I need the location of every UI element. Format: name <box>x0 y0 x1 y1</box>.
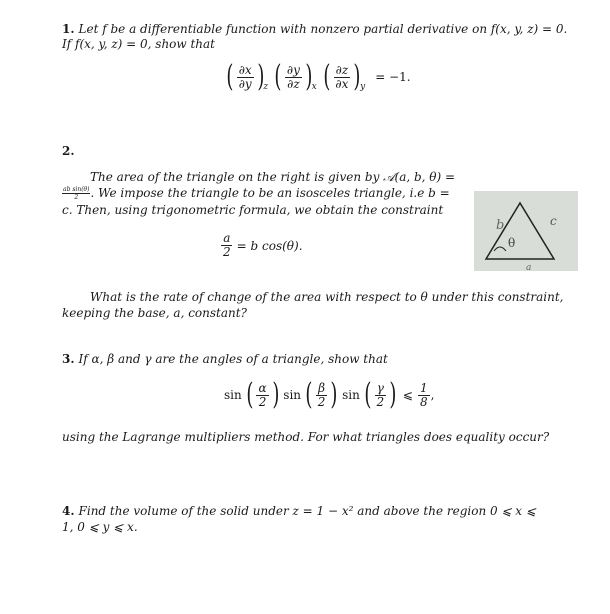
svg-text:b: b <box>496 218 505 233</box>
partial-x-y: $\frac{\partial x}{\partial y}$ <box>238 62 252 91</box>
triangle-sketch <box>474 191 578 271</box>
svg-text:θ: θ <box>508 236 516 250</box>
problem-3-inequality: sin ( $\frac{\alpha}{2}$ ) sin ( $\frac{\beta}{2}$ ) sin ( $\frac{\gamma}{2}$ ) ⩽ $\frac{1}{8}$ , <box>224 377 435 412</box>
problem-2-line-2: $\frac{\text{ab sin(θ)}}{2}$ . We impose the triangle to be an isosceles triangle, i.e b = <box>63 186 450 201</box>
problem-1-equation: ( $\frac{\partial x}{\partial y}$ ) z ( $\frac{\partial y}{\partial z}$ ) x ( $\frac{\partial z}{\partial x}$ ) y = −1. <box>226 59 411 94</box>
svg-text:a: a <box>526 263 532 271</box>
problem-2-line-3: c. Then, using trigonometric formula, we obtain the constraint <box>62 203 444 217</box>
partial-z-x: $\frac{\partial z}{\partial x}$ <box>335 62 349 91</box>
problem-1-line-2: If f(x, y, z) = 0, show that <box>62 37 216 51</box>
problem-4-line-2: 1, 0 ⩽ y ⩽ x. <box>62 520 138 534</box>
problem-2-number: 2. <box>62 144 75 158</box>
problem-1-statement: Let f be a differentiable function with nonzero partial derivative on f(x, y, z) = 0. <box>78 22 568 36</box>
problem-1-rhs: = −1. <box>375 70 411 84</box>
partial-y-z: $\frac{\partial y}{\partial z}$ <box>286 62 300 91</box>
area-fraction: $\frac{\text{ab sin(θ)}}{2}$ <box>63 186 90 201</box>
problem-2-constraint: $\frac{a}{2}$ = b cos(θ). <box>223 231 303 259</box>
problem-2-question-2: keeping the base, a, constant? <box>62 306 247 320</box>
triangle-figure <box>474 191 578 271</box>
problem-3-line-2: using the Lagrange multipliers method. For what triangles does equality occur? <box>62 430 550 444</box>
problem-1-number: 1. <box>62 22 75 36</box>
problem-4-line-1: 4. Find the volume of the solid under z = 1 − x² and above the region 0 ⩽ x ⩽ <box>62 504 536 518</box>
svg-text:c: c <box>550 214 557 228</box>
problem-2-line-1: The area of the triangle on the right is given by 𝒜(a, b, θ) = <box>90 170 456 184</box>
problem-1-line-1 <box>62 22 567 37</box>
problem-2-question-1: What is the rate of change of the area with respect to θ under this constraint, <box>90 290 564 304</box>
problem-3-line-1: 3. If α, β and γ are the angles of a triangle, show that <box>62 352 388 366</box>
